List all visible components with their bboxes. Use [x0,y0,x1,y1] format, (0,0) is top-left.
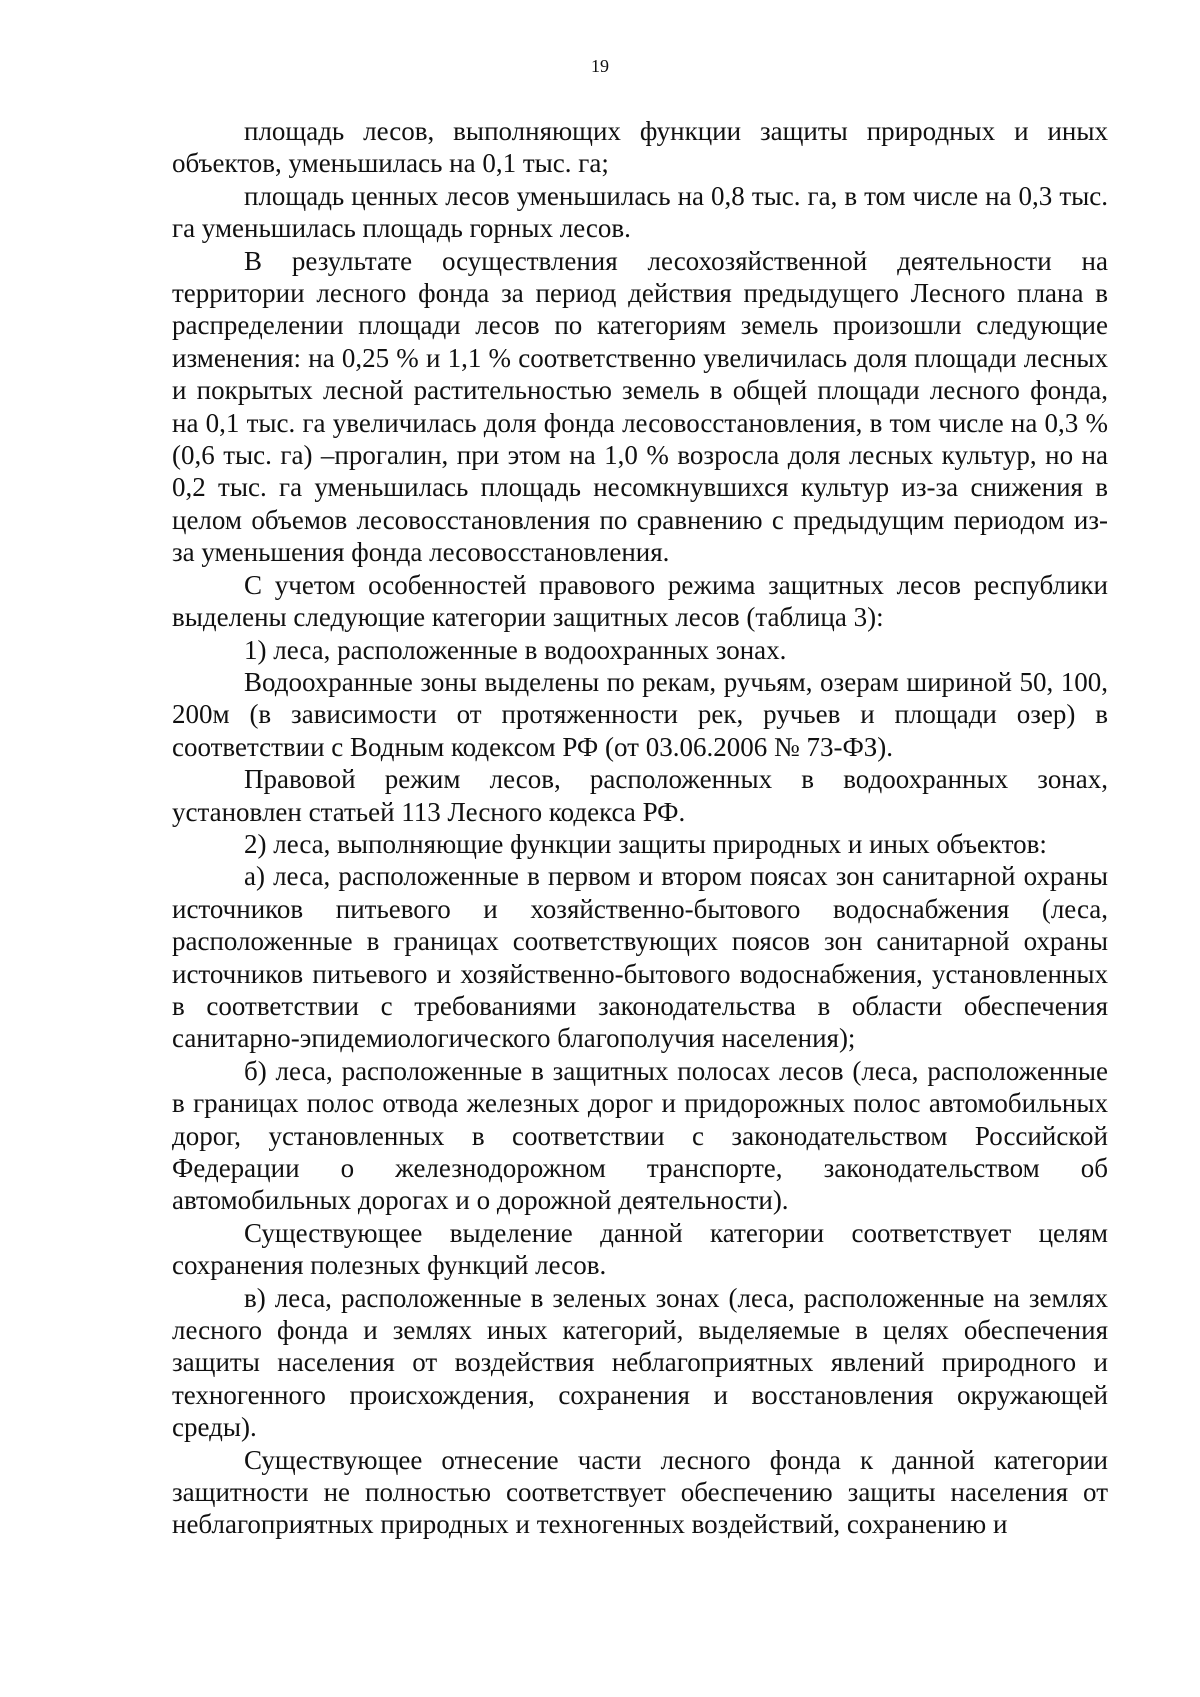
list-item-2: 2) леса, выполняющие функции защиты природных и иных объектов: [244,828,1047,859]
paragraph-water-protection-zones: Водоохранные зоны выделены по рекам, ручьям, озерам шириной 50, 100, 200м (в зависимости от протяженности рек, ручьев и площади озер) в соответствии с Водным кодексом РФ (от 03.06.2006 № 73-ФЗ). [172,666,1108,762]
body-text [172,115,1108,1541]
list-item-2b: б) леса, расположенные в защитных полосах лесов (леса, расположенные в границах полос отвода железных дорог и придорожных полос автомобильных дорог, установленных в соответствии с законодательством Российской Федерации о железнодорожном транспорте, законодательством об автомобильных дорогах и о дорожной деятельности). [172,1055,1108,1216]
paragraph-forestry-results: В результате осуществления лесохозяйственной деятельности на территории лесного фонда за период действия предыдущего Лесного плана в распределении площади лесов по категориям земель произошли следующие изменения: на 0,25 % и 1,1 % соответственно увеличилась доля площади лесных и покрытых лесной растительностью земель в общей площади лесного фонда, на 0,1 тыс. га увеличилась доля фонда лесовосстановления, в том числе на 0,3 % (0,6 тыс. га) –прогалин, при этом на 1,0 % возросла доля лесных культур, но на 0,2 тыс. га уменьшилась площадь несомкнувшихся культур из-за снижения в целом объемов лесовосстановления по сравнению с предыдущим периодом из-за уменьшения фонда лесовосстановления. [172,245,1108,568]
paragraph-category-assignment: Существующее отнесение части лесного фонда к данной категории защитности не полностью соответствует обеспечению защиты населения от неблагоприятных природных и техногенных воздействий, сохранению и [172,1444,1108,1540]
page-number: 19 [591,56,609,76]
paragraph-category-allocation: Существующее выделение данной категории соответствует целям сохранения полезных функций лесов. [172,1217,1108,1281]
paragraph-reduced-protective-area: площадь лесов, выполняющих функции защиты природных и иных объектов, уменьшилась на 0,1 тыс. га; [172,116,1108,179]
paragraph-valuable-forests: площадь ценных лесов уменьшилась на 0,8 тыс. га, в том числе на 0,3 тыс. га уменьшилась площадь горных лесов. [172,180,1108,244]
paragraph-legal-regime: Правовой режим лесов, расположенных в водоохранных зонах, установлен статьей 113 Лесного кодекса РФ. [172,764,1108,827]
list-item-2a: а) леса, расположенные в первом и втором поясах зон санитарной охраны источников питьевого и хозяйственно-бытового водоснабжения (леса, расположенные в границах соответствующих поясов зон санитарной охраны источников питьевого и хозяйственно-бытового водоснабжения, установленных в соответствии с требованиями законодательства в области обеспечения санитарно-эпидемиологического благополучия населения); [172,861,1108,1054]
list-item-1: 1) леса, расположенные в водоохранных зонах. [244,634,787,665]
list-item-2v: в) леса, расположенные в зеленых зонах (леса, расположенные на землях лесного фонда и землях иных категорий, выделяемые в целях обеспечения защиты населения от воздействия неблагоприятных явлений природного и техногенного происхождения, сохранения и восстановления окружающей среды). [172,1282,1108,1443]
paragraph-protective-categories-intro: С учетом особенностей правового режима защитных лесов республики выделены следующие категории защитных лесов (таблица 3): [172,569,1108,633]
